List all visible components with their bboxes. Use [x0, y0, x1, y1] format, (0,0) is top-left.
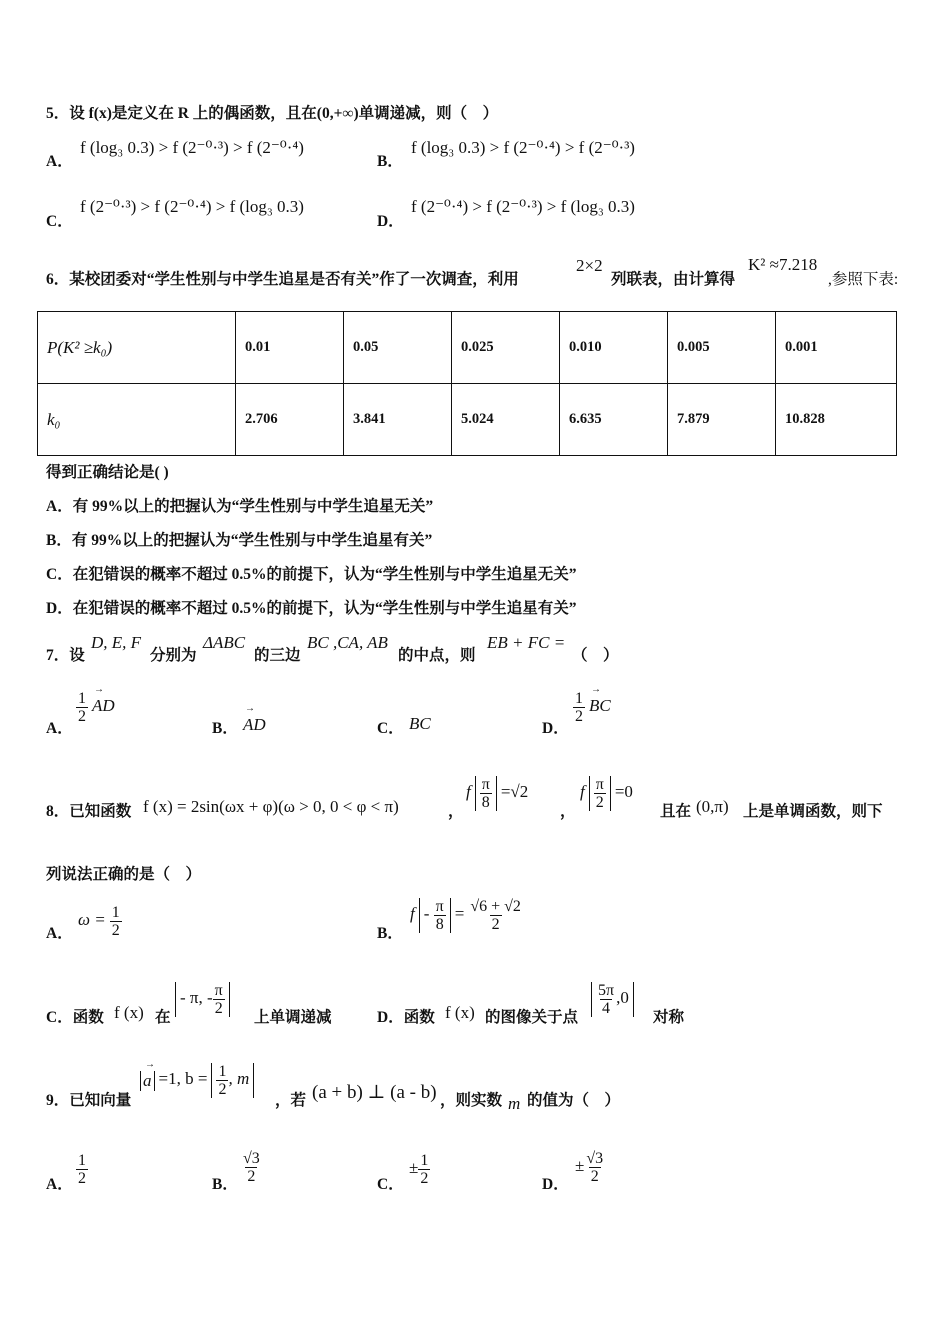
q8-function: f (x) = 2sin(ωx + φ)(ω > 0, 0 < φ < π) — [143, 797, 399, 816]
fraction — [434, 898, 446, 933]
q8-option-c-func: f (x) — [114, 1003, 144, 1022]
table-cell: 0.010 — [560, 312, 668, 384]
q6-stem-c: ,参照下表: — [828, 271, 899, 288]
denominator: 2 — [111, 922, 120, 939]
q8-interval: (0,π) — [696, 797, 729, 816]
condition-2-value: =0 — [614, 782, 633, 802]
denominator: 2 — [247, 1168, 256, 1185]
critical-value-table — [37, 311, 897, 456]
fraction — [418, 1152, 430, 1187]
q9-stem-b: ，若 — [275, 1092, 307, 1109]
omega-lhs: ω = — [78, 910, 106, 930]
table-row — [38, 384, 897, 456]
table-cell: 3.841 — [344, 384, 452, 456]
q5-stem: 5．设 f(x)是定义在 R 上的偶函数，且在(0,+∞)单调递减，则（ ） — [46, 105, 499, 122]
q8-option-d-tail: 对称 — [653, 1009, 685, 1026]
q6-expr-k2: K² ≈7.218 — [748, 255, 818, 274]
f-symbol: f — [580, 782, 585, 802]
plus-minus-sign: ± — [409, 1158, 419, 1178]
q8-option-d-point — [591, 982, 634, 1017]
q7-option-d-label: D． — [542, 720, 569, 737]
table-cell: 0.005 — [668, 312, 776, 384]
q7-option-b-vector: → AD — [243, 715, 266, 735]
q5-option-b-expr: f (log₃ 0.3) > f (2⁻⁰·⁴) > f (2⁻⁰·³) — [411, 138, 635, 157]
numerator: √3 — [243, 1150, 260, 1167]
table-cell-row1-head: P(K² ≥k₀) — [38, 312, 236, 384]
q5-option-c-label: C． — [46, 213, 73, 230]
numerator: 1 — [420, 1152, 429, 1169]
q5-option-b-label: B． — [377, 153, 403, 170]
q9-option-b-label: B． — [212, 1176, 238, 1193]
numerator: π — [214, 982, 223, 999]
q7-points: D, E, F — [91, 633, 142, 652]
q7-option-c-label: C． — [377, 720, 404, 737]
q7-stem-d: 的中点，则 — [398, 647, 476, 664]
denominator: 8 — [435, 916, 444, 933]
q9-option-a-label: A． — [46, 1176, 73, 1193]
q9-option-c-label: C． — [377, 1176, 404, 1193]
q8-option-b-expr — [410, 898, 523, 933]
vector-bc: → BC — [589, 696, 611, 716]
abs-group — [140, 1071, 155, 1091]
denominator: 2 — [218, 1081, 227, 1098]
q7-option-b-label: B． — [212, 720, 238, 737]
q5-option-a-expr: f (log₃ 0.3) > f (2⁻⁰·³) > f (2⁻⁰·⁴) — [80, 138, 304, 157]
q8-option-d-func: f (x) — [445, 1003, 475, 1022]
paren-group — [591, 982, 634, 1017]
fraction — [468, 898, 523, 933]
denominator: 2 — [420, 1170, 429, 1187]
q7-stem-e: （ ） — [572, 647, 619, 664]
q8-condition-1 — [466, 776, 528, 811]
f-symbol: f — [466, 782, 471, 802]
q8-option-c-interval — [175, 982, 230, 1017]
q8-stem-a: 8．已知函数 — [46, 803, 132, 820]
paren-group — [419, 898, 451, 933]
q6-option-c: C．在犯错误的概率不超过 0.5%的前提下，认为“学生性别与中学生追星无关” — [46, 566, 577, 583]
table-cell-row2-head: k₀ — [38, 384, 236, 456]
q7-option-c-vector: BC — [409, 714, 431, 733]
table-cell: 0.05 — [344, 312, 452, 384]
fraction — [573, 690, 585, 725]
q9-stem-c: ，则实数 — [440, 1092, 503, 1109]
q7-stem-b: 分别为 — [150, 647, 197, 664]
q9-option-d-expr — [575, 1150, 605, 1185]
q8-sep1: ， — [448, 803, 464, 820]
fraction — [213, 982, 225, 1017]
numerator: 5π — [598, 982, 615, 999]
q8-stem-c: 上是单调函数，则下 — [743, 803, 883, 820]
q7-option-d-expr — [573, 690, 611, 725]
fraction — [216, 1063, 228, 1098]
q9-option-a-expr — [76, 1152, 88, 1187]
component-m: , m — [228, 1069, 250, 1089]
table-cell: 7.879 — [668, 384, 776, 456]
q8-option-c-tail: 上单调递减 — [254, 1009, 332, 1026]
q9-vector-expr — [140, 1063, 254, 1098]
numerator: π — [435, 898, 444, 915]
equals-sign: = — [454, 904, 465, 924]
denominator: 2 — [214, 1000, 223, 1017]
paren-group — [475, 776, 497, 811]
q8-option-d-label: D．函数 — [377, 1009, 435, 1026]
table-cell: 2.706 — [236, 384, 344, 456]
q6-expr-2x2: 2×2 — [576, 256, 603, 275]
q7-stem-c: 的三边 — [254, 647, 301, 664]
vector-equation: =1, b = — [158, 1069, 208, 1089]
fraction — [110, 904, 122, 939]
q8-option-d-mid: 的图像关于点 — [485, 1009, 579, 1026]
fraction — [480, 776, 492, 811]
q9-option-d-label: D． — [542, 1176, 569, 1193]
denominator: 2 — [78, 708, 86, 725]
vector-ad: → AD — [92, 696, 115, 716]
f-symbol: f — [410, 904, 415, 924]
numerator: 1 — [78, 690, 86, 707]
numerator: 1 — [111, 904, 120, 921]
q5-option-d-label: D． — [377, 213, 404, 230]
q8-option-a-expr — [78, 904, 122, 939]
q5-option-d-expr: f (2⁻⁰·⁴) > f (2⁻⁰·³) > f (log₃ 0.3) — [411, 197, 635, 216]
table-row — [38, 312, 897, 384]
denominator: 2 — [491, 916, 500, 933]
denominator: 2 — [590, 1168, 599, 1185]
denominator: 2 — [595, 794, 604, 811]
paren-group — [589, 776, 611, 811]
q8-sep2: ， — [560, 803, 576, 820]
q8-option-b-label: B． — [377, 925, 403, 942]
condition-1-value: =√2 — [500, 782, 529, 802]
q7-stem-a: 7．设 — [46, 647, 85, 664]
interval-start: - π, - — [180, 988, 213, 1008]
q6-stem-b: 列联表，由计算得 — [611, 271, 736, 288]
vector-a: → a — [143, 1071, 152, 1091]
q7-option-a-expr — [76, 690, 115, 725]
table-cell: 5.024 — [452, 384, 560, 456]
q9-variable-m: m — [508, 1094, 521, 1113]
table-cell: 0.001 — [776, 312, 897, 384]
point-y: ,0 — [616, 988, 629, 1008]
denominator: 4 — [602, 1000, 611, 1017]
q6-option-a: A．有 99%以上的把握认为“学生性别与中学生追星无关” — [46, 498, 434, 515]
q8-option-a-label: A． — [46, 925, 73, 942]
table-cell: 0.025 — [452, 312, 560, 384]
q8-stem-b: 且在 — [660, 803, 692, 820]
denominator: 2 — [78, 1170, 86, 1187]
q7-option-a-label: A． — [46, 720, 73, 737]
plus-minus-sign: ± — [575, 1156, 585, 1176]
q9-stem-a: 9．已知向量 — [46, 1092, 132, 1109]
numerator: 1 — [218, 1063, 227, 1080]
numerator: π — [595, 776, 604, 793]
fraction — [76, 1152, 88, 1187]
q7-sides: BC ,CA, AB — [307, 633, 388, 652]
fraction — [596, 982, 616, 1017]
q7-expr: EB + FC = — [487, 633, 566, 652]
q6-option-d: D．在犯错误的概率不超过 0.5%的前提下，认为“学生性别与中学生追星有关” — [46, 600, 577, 617]
q6-prompt: 得到正确结论是( ) — [46, 464, 169, 481]
q6-option-b: B．有 99%以上的把握认为“学生性别与中学生追星有关” — [46, 532, 433, 549]
numerator: 1 — [575, 690, 583, 707]
numerator: √3 — [586, 1150, 604, 1167]
fraction — [76, 690, 88, 725]
q8-option-c-label: C．函数 — [46, 1009, 104, 1026]
table-cell: 6.635 — [560, 384, 668, 456]
fraction — [584, 1150, 605, 1185]
fraction — [594, 776, 606, 811]
q9-perpendicular: (a + b) ⊥ (a - b) — [312, 1082, 437, 1103]
minus-sign: - — [423, 904, 434, 924]
q5-option-c-expr: f (2⁻⁰·³) > f (2⁻⁰·⁴) > f (log₃ 0.3) — [80, 197, 304, 216]
numerator: π — [481, 776, 490, 793]
table-cell: 0.01 — [236, 312, 344, 384]
fraction — [241, 1150, 262, 1185]
numerator: 1 — [78, 1152, 86, 1169]
bracket-group — [175, 982, 230, 1017]
q6-stem-a: 6．某校团委对“学生性别与中学生追星是否有关”作了一次调查，利用 — [46, 271, 519, 288]
numerator: √6 + √2 — [470, 898, 521, 915]
q5-option-a-label: A． — [46, 153, 73, 170]
denominator: 2 — [575, 708, 583, 725]
q9-stem-d: 的值为（ ） — [527, 1092, 621, 1109]
q7-triangle: ΔABC — [203, 633, 246, 652]
q8-condition-2 — [580, 776, 633, 811]
q9-option-c-expr — [409, 1152, 430, 1187]
denominator: 8 — [481, 794, 490, 811]
paren-group — [211, 1063, 254, 1098]
table-cell: 10.828 — [776, 384, 897, 456]
q8-option-c-in: 在 — [155, 1009, 171, 1026]
q9-option-b-expr — [241, 1150, 262, 1185]
q8-stem-d: 列说法正确的是（ ） — [46, 866, 202, 883]
